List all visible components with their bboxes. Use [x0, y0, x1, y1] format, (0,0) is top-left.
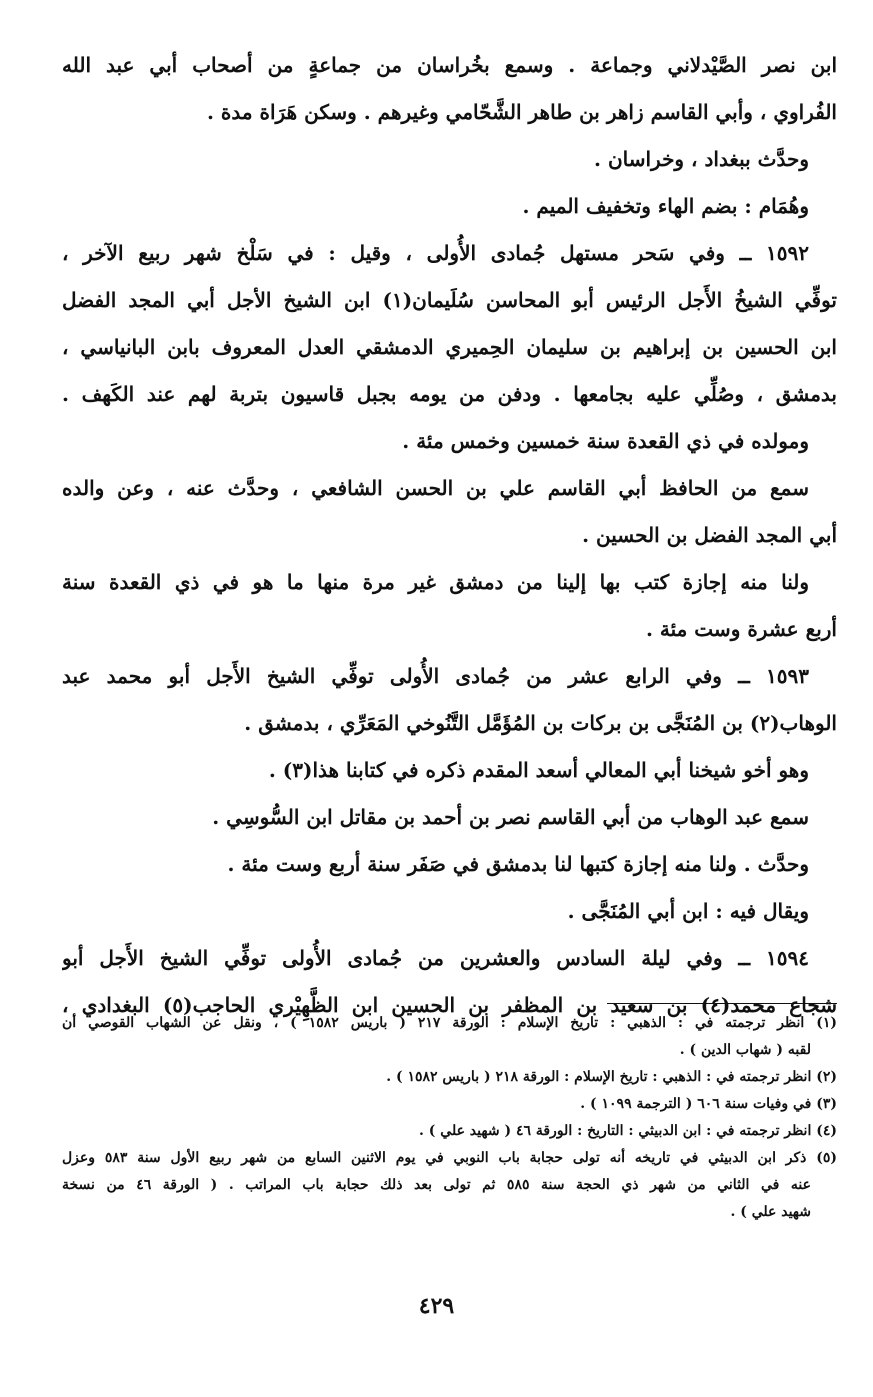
entry-1594-heading: ١٥٩٤ ــ وفي ليلة السادس والعشرين من جُمادى الأُولى توفِّي الشيخ الأَجل أبو: [62, 946, 809, 970]
footnote-divider: [607, 1003, 837, 1004]
text-line: سمع عبد الوهاب من أبي القاسم نصر بن أحمد بن مقاتل ابن السُّوسِي .: [212, 805, 809, 829]
footnote-2: (٢) انظر ترجمته في : الذهبي : تاريخ الإسلام : الورقة ٢١٨ ( باريس ١٥٨٢ ) .: [386, 1069, 837, 1085]
text-line: الفُراوي ، وأبي القاسم زاهر بن طاهر الشَّحّامي وغيرهم . وسكن هَرَاة مدة .: [206, 100, 837, 124]
text-line: ومولده في ذي القعدة سنة خمسين وخمس مئة .: [402, 429, 809, 453]
text-line: وحدَّث ببغداد ، وخراسان .: [594, 147, 809, 171]
text-line: ابن نصر الصَّيْدلاني وجماعة . وسمع بخُراسان من جماعةٍ من أصحاب أبي عبد الله: [62, 53, 837, 77]
footnote-3: (٣) في وفيات سنة ٦٠٦ ( الترجمة ١٠٩٩ ) .: [580, 1096, 837, 1112]
text-line: وهو أخو شيخنا أبي المعالي أسعد المقدم ذكره في كتابنا هذا(٣) .: [268, 758, 809, 782]
text-line: سمع من الحافظ أبي القاسم علي بن الحسن الشافعي ، وحدَّث عنه ، وعن والده: [62, 476, 809, 500]
footnote-1-continued: لقبه ( شهاب الدين ) .: [679, 1042, 811, 1058]
footnote-1: (١) انظر ترجمته في : الذهبي : تاريخ الإسلام : الورقة ٢١٧ ( باريس ١٥٨٢ ) ، ونقل عن الشهاب القوصي أن: [62, 1015, 837, 1031]
footnotes: [62, 1010, 837, 1226]
text-line: ولنا منه إجازة كتب بها إلينا من دمشق غير مرة منها ما هو في ذي القعدة سنة: [62, 570, 809, 594]
text-line: ويقال فيه : ابن أبي المُنَجَّى .: [567, 899, 809, 923]
text-line: أربع عشرة وست مئة .: [645, 617, 837, 641]
main-text: [62, 42, 837, 1029]
text-line: توفِّي الشيخُ الأَجل الرئيس أبو المحاسن سُلَيمان(١) ابن الشيخ الأجل أبي المجد الفضل: [62, 288, 837, 312]
text-line: بدمشق ، وصُلِّي عليه بجامعها . ودفن من يومه بجبل قاسيون بتربة لهم عند الكَهف .: [62, 382, 837, 406]
text-line: شجاع محمد(٤) بن سعيد بن المظفر بن الحسين ابن الظَّهِيْري الحاجب(٥) البغدادي ،: [62, 993, 837, 1017]
text-line: وحدَّث . ولنا منه إجازة كتبها لنا بدمشق في صَفَر سنة أربع وست مئة .: [227, 852, 809, 876]
footnote-5-end: شهيد علي ) .: [730, 1204, 811, 1220]
entry-1592-heading: ١٥٩٢ ــ وفي سَحر مستهل جُمادى الأُولى ، وقيل : في سَلْخ شهر ربيع الآخر ،: [62, 241, 809, 265]
text-line: ابن الحسين بن إبراهيم بن سليمان الحِميري الدمشقي العدل المعروف بابن البانياسي ،: [62, 335, 837, 359]
text-line: وهُمَام : بضم الهاء وتخفيف الميم .: [522, 194, 809, 218]
entry-1593-heading: ١٥٩٣ ــ وفي الرابع عشر من جُمادى الأُولى توفِّي الشيخ الأَجل أبو محمد عبد: [62, 664, 809, 688]
page-number: ٤٢٩: [418, 1293, 455, 1319]
text-line: الوهاب(٢) بن المُنَجَّى بن بركات بن المُؤَمَّل التَّنُوخي المَعَرِّي ، بدمشق .: [244, 711, 837, 735]
footnote-5-continued: عنه في الثاني من شهر ذي الحجة سنة ٥٨٥ ثم تولى بعد ذلك حجابة باب المراتب . ( الورقة ٤٦ من نسخة: [62, 1177, 811, 1193]
footnote-5: (٥) ذكر ابن الدبيثي في تاريخه أنه تولى حجابة باب النوبي في يوم الاثنين السابع من شهر ربيع الأول سنة ٥٨٣ وعزل: [62, 1150, 837, 1166]
footnote-4: (٤) انظر ترجمته في : ابن الدبيثي : التاريخ : الورقة ٤٦ ( شهيد علي ) .: [419, 1123, 837, 1139]
text-line: أبي المجد الفضل بن الحسين .: [582, 523, 837, 547]
